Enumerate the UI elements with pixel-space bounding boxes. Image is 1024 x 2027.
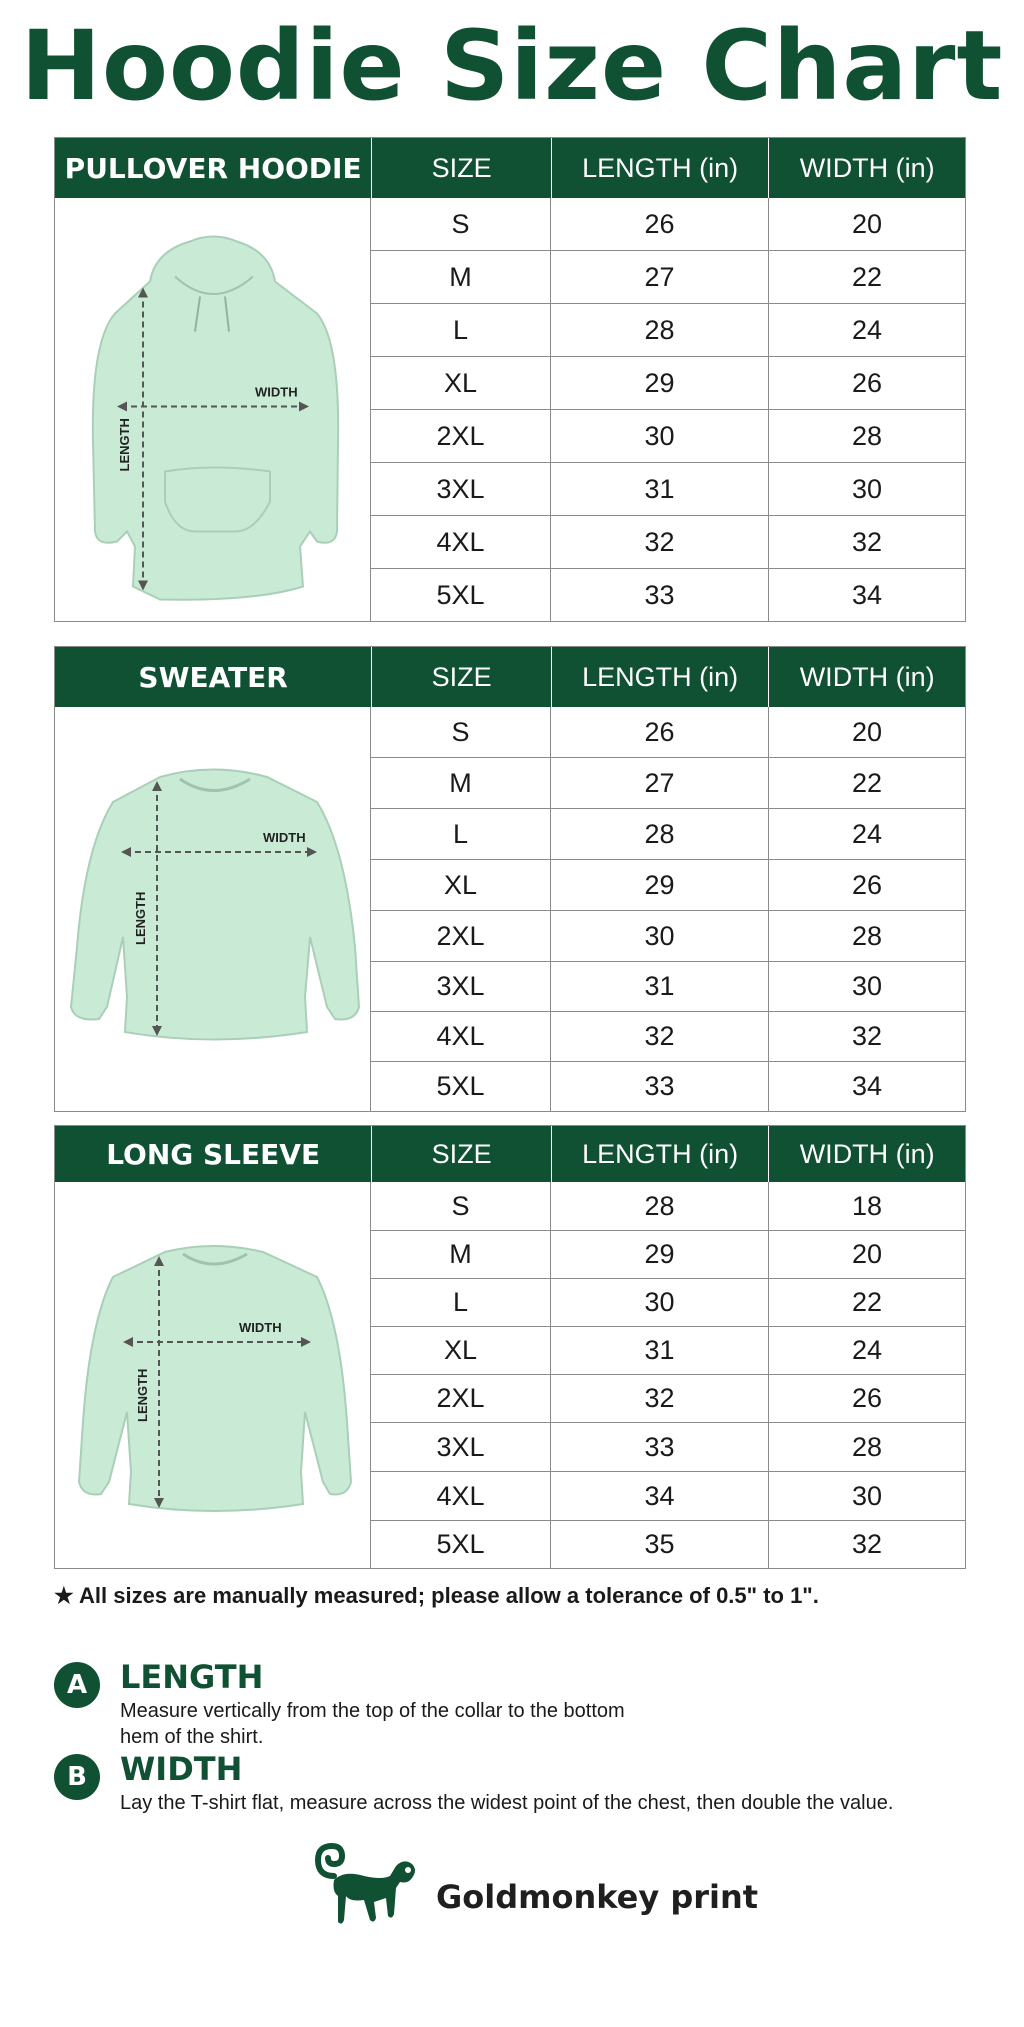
- cell-length: 30: [551, 1279, 769, 1326]
- cell-size: 2XL: [371, 1375, 551, 1422]
- brand-name: Goldmonkey print: [436, 1878, 759, 1916]
- cell-width: 20: [851, 716, 883, 747]
- cell-width: 28: [851, 920, 883, 951]
- cell-width: 24: [851, 1335, 883, 1365]
- cell-length: 33: [551, 569, 769, 621]
- col-header-width: WIDTH (in): [799, 661, 935, 692]
- cell-length: 31: [551, 1327, 769, 1374]
- definition-title: LENGTH: [120, 1658, 264, 1696]
- table-row: [371, 409, 965, 462]
- cell-size: 5XL: [371, 1521, 551, 1568]
- cell-length: 28: [551, 304, 769, 356]
- definition-title: WIDTH: [120, 1750, 243, 1788]
- table-row: [371, 1182, 965, 1230]
- cell-length: 26: [551, 707, 769, 757]
- cell-width: 24: [851, 818, 883, 849]
- table-rows: [371, 707, 965, 1111]
- garment-image-cell: [55, 198, 371, 621]
- table-header: [55, 647, 965, 707]
- size-table-pullover-hoodie: [54, 137, 966, 622]
- table-row: [371, 198, 965, 250]
- table-row: [371, 1520, 965, 1568]
- cell-length: 27: [551, 251, 769, 303]
- table-row: [371, 1374, 965, 1422]
- cell-size: M: [371, 758, 551, 808]
- size-table-sweater: [54, 646, 966, 1112]
- section-title: LONG SLEEVE: [55, 1126, 372, 1182]
- cell-width: 34: [851, 579, 883, 610]
- cell-width: 32: [851, 526, 883, 557]
- cell-size: 3XL: [371, 463, 551, 515]
- table-row: [371, 910, 965, 961]
- col-header-length: LENGTH (in): [552, 647, 770, 707]
- sweater-illustration: [55, 707, 371, 1111]
- brand-logo: [304, 1836, 764, 1936]
- cell-size: S: [371, 198, 551, 250]
- table-row: [371, 568, 965, 621]
- tolerance-note: ★ All sizes are manually measured; please allow a tolerance of 0.5" to 1".: [54, 1583, 819, 1608]
- cell-length: 29: [551, 1231, 769, 1278]
- cell-length: 29: [551, 357, 769, 409]
- cell-width: 32: [851, 1021, 883, 1051]
- definition-text: [120, 1698, 625, 1750]
- cell-size: XL: [371, 357, 551, 409]
- cell-width: 28: [851, 1431, 883, 1462]
- cell-size: 4XL: [371, 516, 551, 568]
- cell-size: XL: [371, 860, 551, 910]
- section-title: PULLOVER HOODIE: [55, 138, 372, 198]
- cell-length: 28: [551, 809, 769, 859]
- cell-length: 27: [551, 758, 769, 808]
- table-row: [371, 859, 965, 910]
- cell-width: 30: [851, 473, 883, 504]
- cell-size: 4XL: [371, 1472, 551, 1520]
- cell-width: 26: [851, 869, 883, 900]
- cell-width: 28: [851, 420, 883, 451]
- definition-length: [54, 1658, 1014, 1748]
- definition-width: [54, 1750, 1014, 1816]
- length-label: LENGTH: [117, 418, 132, 472]
- definition-line: hem of the shirt.: [120, 1726, 264, 1748]
- cell-size: S: [371, 707, 551, 757]
- cell-width: 30: [851, 1480, 883, 1511]
- cell-width: 26: [851, 1383, 883, 1413]
- definition-line: Measure vertically from the top of the collar to the bottom: [120, 1700, 625, 1722]
- cell-length: 30: [551, 911, 769, 961]
- cell-size: 2XL: [371, 410, 551, 462]
- cell-size: 5XL: [371, 1062, 551, 1111]
- cell-size: 3XL: [371, 962, 551, 1011]
- cell-width: 30: [851, 971, 883, 1001]
- cell-length: 34: [551, 1472, 769, 1520]
- cell-size: 3XL: [371, 1423, 551, 1471]
- cell-length: 32: [551, 1375, 769, 1422]
- size-table-long-sleeve: [54, 1125, 966, 1569]
- cell-size: L: [371, 1279, 551, 1326]
- cell-width: 22: [851, 1287, 883, 1317]
- col-header-size: SIZE: [372, 1126, 552, 1182]
- width-label: WIDTH: [255, 384, 298, 400]
- badge-b-icon: B: [54, 1754, 100, 1800]
- col-header-size: SIZE: [372, 647, 552, 707]
- cell-width: 26: [851, 367, 883, 398]
- table-row: [371, 303, 965, 356]
- table-row: [371, 1230, 965, 1278]
- table-row: [371, 707, 965, 757]
- cell-length: 33: [551, 1062, 769, 1111]
- table-row: [371, 808, 965, 859]
- table-row: [371, 356, 965, 409]
- cell-length: 35: [551, 1521, 769, 1568]
- width-label: WIDTH: [239, 1320, 282, 1335]
- length-label: LENGTH: [133, 891, 148, 945]
- cell-length: 29: [551, 860, 769, 910]
- cell-size: L: [371, 809, 551, 859]
- col-header-width: WIDTH (in): [799, 1138, 935, 1169]
- table-rows: [371, 1182, 965, 1568]
- cell-width: 20: [851, 208, 883, 239]
- cell-width: 18: [851, 1190, 883, 1221]
- definition-line: Lay the T-shirt flat, measure across the widest point of the chest, then double the value.: [120, 1792, 894, 1814]
- col-header-size: SIZE: [372, 138, 552, 198]
- badge-a-icon: A: [54, 1662, 100, 1708]
- page-title: Hoodie Size Chart: [20, 10, 1004, 122]
- cell-width: 32: [851, 1529, 883, 1559]
- definition-text: [120, 1790, 893, 1816]
- cell-length: 32: [551, 516, 769, 568]
- cell-length: 32: [551, 1012, 769, 1061]
- table-row: [371, 250, 965, 303]
- table-row: [371, 1326, 965, 1374]
- cell-length: 31: [551, 463, 769, 515]
- table-row: [371, 462, 965, 515]
- cell-size: 5XL: [371, 569, 551, 621]
- cell-length: 26: [551, 198, 769, 250]
- cell-size: XL: [371, 1327, 551, 1374]
- garment-image-cell: [55, 1182, 371, 1568]
- cell-length: 28: [551, 1182, 769, 1230]
- cell-width: 24: [851, 314, 883, 345]
- cell-size: 2XL: [371, 911, 551, 961]
- cell-length: 33: [551, 1423, 769, 1471]
- cell-length: 31: [551, 962, 769, 1011]
- table-row: [371, 757, 965, 808]
- table-row: [371, 1471, 965, 1520]
- table-row: [371, 1278, 965, 1326]
- table-header: [55, 138, 965, 198]
- cell-length: 30: [551, 410, 769, 462]
- length-label: LENGTH: [135, 1368, 150, 1422]
- col-header-length: LENGTH (in): [552, 138, 770, 198]
- cell-size: M: [371, 1231, 551, 1278]
- cell-width: 22: [851, 767, 883, 798]
- cell-size: S: [371, 1182, 551, 1230]
- col-header-width: WIDTH (in): [799, 152, 935, 183]
- table-row: [371, 961, 965, 1011]
- cell-size: M: [371, 251, 551, 303]
- table-rows: [371, 198, 965, 621]
- section-title: SWEATER: [55, 647, 372, 707]
- cell-width: 20: [851, 1239, 883, 1269]
- table-row: [371, 1011, 965, 1061]
- cell-size: 4XL: [371, 1012, 551, 1061]
- width-label: WIDTH: [263, 830, 306, 845]
- monkey-logo-icon: [304, 1836, 432, 1936]
- cell-size: L: [371, 304, 551, 356]
- garment-image-cell: [55, 707, 371, 1111]
- cell-width: 34: [851, 1071, 883, 1101]
- table-header: [55, 1126, 965, 1182]
- table-row: [371, 1422, 965, 1471]
- col-header-length: LENGTH (in): [552, 1126, 770, 1182]
- long-sleeve-illustration: [55, 1182, 371, 1568]
- table-row: [371, 515, 965, 568]
- hoodie-illustration: [55, 198, 371, 621]
- cell-width: 22: [851, 261, 883, 292]
- table-row: [371, 1061, 965, 1111]
